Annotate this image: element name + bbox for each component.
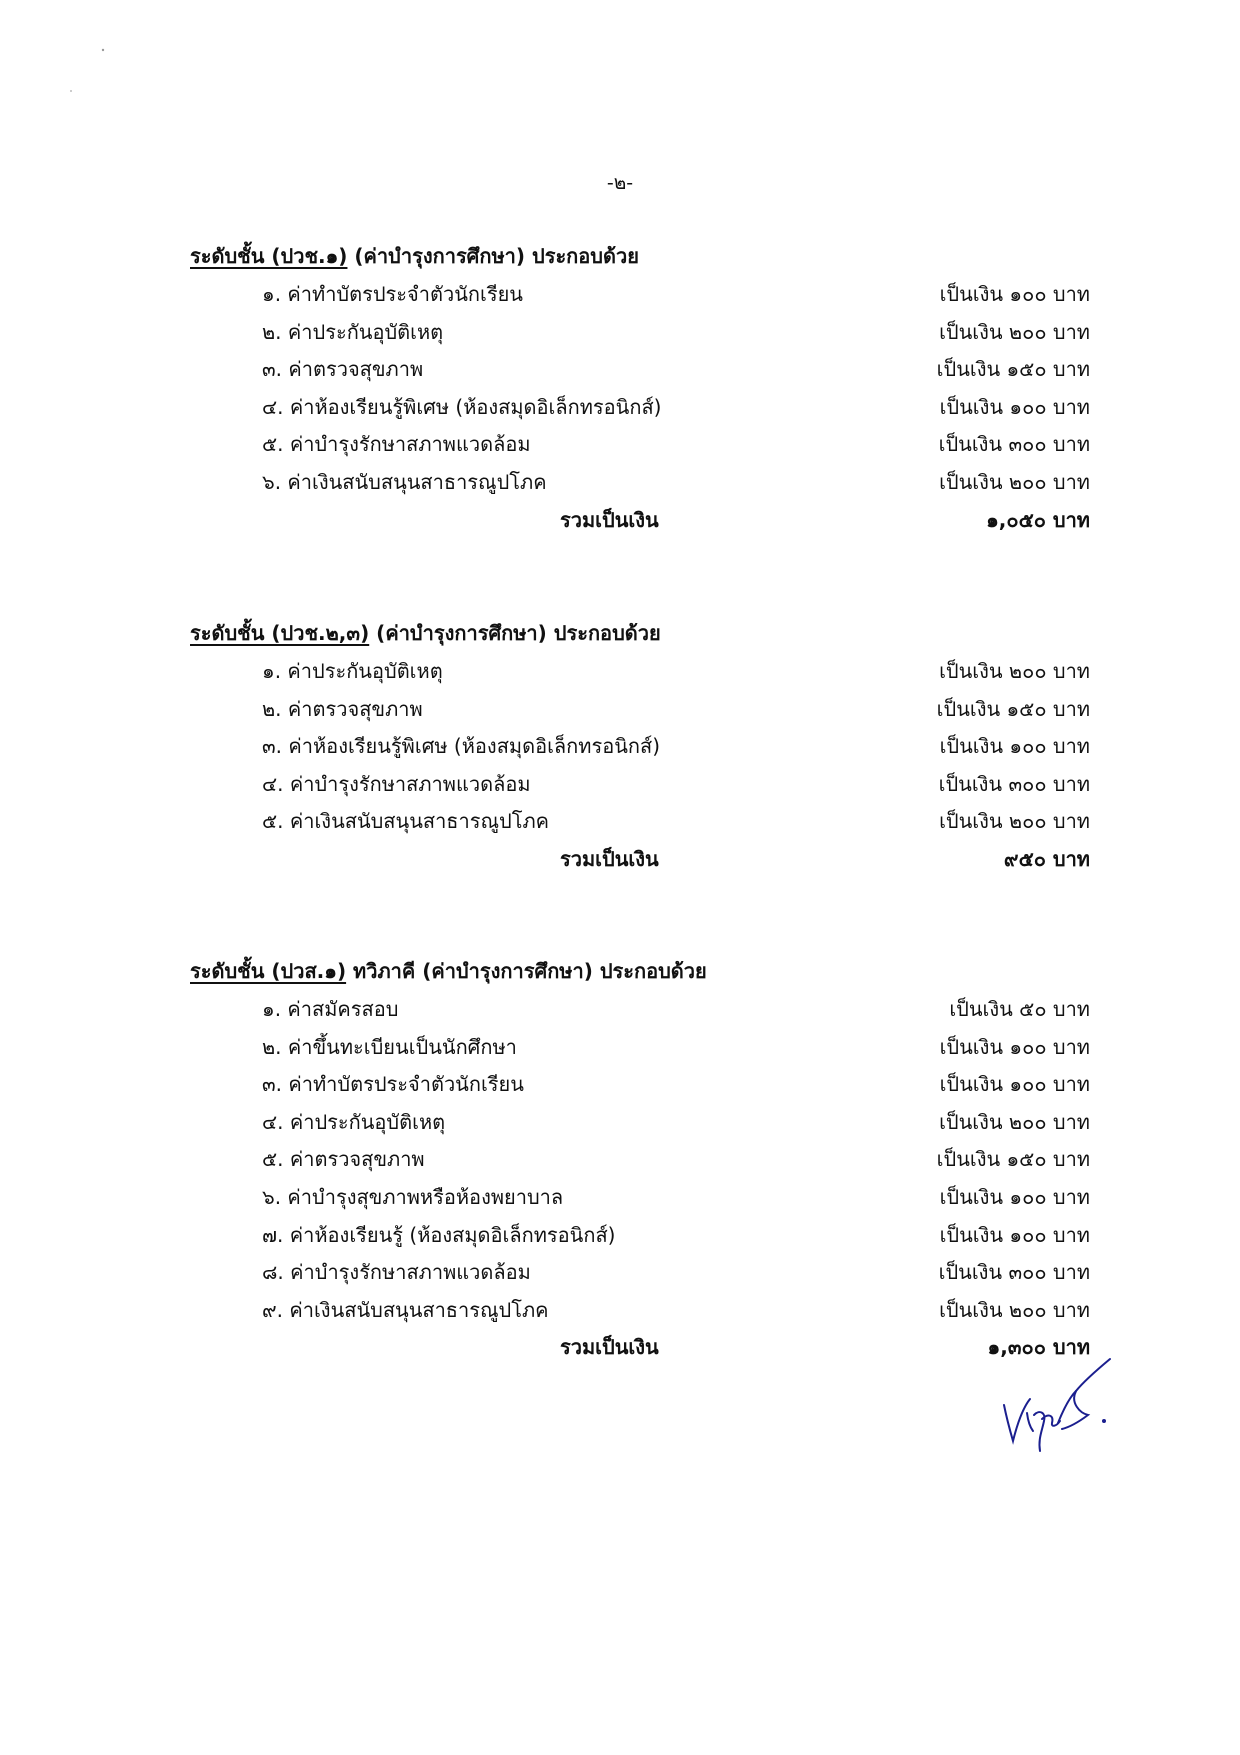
fee-section-pvs1 <box>190 955 1090 1369</box>
section-title <box>190 240 1090 278</box>
fee-item-amount: เป็นเงิน ๑๐๐ บาท <box>939 394 1090 419</box>
fee-row <box>190 391 1090 429</box>
fee-item-amount: เป็นเงิน ๓๐๐ บาท <box>938 771 1090 796</box>
fee-item-amount: เป็นเงิน ๒๐๐ บาท <box>939 1297 1090 1322</box>
fee-row <box>190 693 1090 731</box>
fee-item-name: ๓. ค่าตรวจสุขภาพ <box>262 357 424 382</box>
fee-item-name: ๔. ค่าประกันอุบัติเหตุ <box>262 1109 446 1134</box>
fee-item-amount: เป็นเงิน ๒๐๐ บาท <box>939 659 1090 683</box>
fee-item-name: ๔. ค่าห้องเรียนรู้พิเศษ (ห้องสมุดอิเล็กทรอนิกส์) <box>262 394 662 419</box>
page-number: -๒- <box>606 172 634 194</box>
fee-section-pvc1 <box>190 240 1090 541</box>
total-row <box>190 1331 1090 1369</box>
fee-item-name: ๔. ค่าบำรุงรักษาสภาพแวดล้อม <box>262 771 531 796</box>
fee-item-name: ๕. ค่าบำรุงรักษาสภาพแวดล้อม <box>262 432 531 457</box>
fee-row <box>190 768 1090 806</box>
fee-item-name: ๖. ค่าเงินสนับสนุนสาธารณูปโภค <box>262 469 547 494</box>
fee-item-name: ๒. ค่าขึ้นทะเบียนเป็นนักศึกษา <box>262 1034 517 1059</box>
total-label: รวมเป็นเงิน <box>560 1335 659 1360</box>
fee-row <box>190 1219 1090 1257</box>
fee-row <box>190 1294 1090 1332</box>
fee-item-amount: เป็นเงิน ๑๐๐ บาท <box>939 282 1090 306</box>
fee-row <box>190 730 1090 768</box>
section-level: ระดับชั้น (ปวส.๑) <box>190 959 347 983</box>
fee-row <box>190 655 1090 693</box>
fee-item-amount: เป็นเงิน ๑๐๐ บาท <box>939 1184 1090 1209</box>
fee-item-name: ๑. ค่าทำบัตรประจำตัวนักเรียน <box>262 282 523 306</box>
fee-item-name: ๙. ค่าเงินสนับสนุนสาธารณูปโภค <box>262 1297 549 1322</box>
fee-item-name: ๑. ค่าสมัครสอบ <box>262 997 399 1021</box>
fee-item-amount: เป็นเงิน ๓๐๐ บาท <box>938 1260 1090 1285</box>
fee-row <box>190 316 1090 354</box>
fee-item-name: ๑. ค่าประกันอุบัติเหตุ <box>262 659 443 683</box>
total-row <box>190 843 1090 881</box>
fee-row <box>190 1068 1090 1106</box>
fee-item-amount: เป็นเงิน ๑๐๐ บาท <box>939 1072 1090 1097</box>
fee-row <box>190 805 1090 843</box>
fee-row <box>190 1106 1090 1144</box>
fee-item-name: ๕. ค่าเงินสนับสนุนสาธารณูปโภค <box>262 809 550 834</box>
total-label: รวมเป็นเงิน <box>560 507 659 532</box>
fee-row <box>190 466 1090 504</box>
fee-row <box>190 278 1090 316</box>
fee-row <box>190 1256 1090 1294</box>
total-amount: ๑,๓๐๐ บาท <box>987 1335 1090 1360</box>
fee-item-amount: เป็นเงิน ๒๐๐ บาท <box>939 809 1090 834</box>
fee-item-amount: เป็นเงิน ๑๕๐ บาท <box>936 357 1090 382</box>
fee-item-amount: เป็นเงิน ๓๐๐ บาท <box>938 432 1090 457</box>
fee-item-amount: เป็นเงิน ๒๐๐ บาท <box>939 469 1090 494</box>
fee-row <box>190 1031 1090 1069</box>
section-description: (ค่าบำรุงการศึกษา) ประกอบด้วย <box>369 621 661 645</box>
total-amount: ๑,๐๕๐ บาท <box>986 507 1090 532</box>
total-label: รวมเป็นเงิน <box>560 846 659 871</box>
fee-item-amount: เป็นเงิน ๑๕๐ บาท <box>936 696 1090 721</box>
fee-item-name: ๖. ค่าบำรุงสุขภาพหรือห้องพยาบาล <box>262 1184 564 1209</box>
fee-row <box>190 428 1090 466</box>
fee-item-name: ๗. ค่าห้องเรียนรู้ (ห้องสมุดอิเล็กทรอนิกส์) <box>262 1222 616 1247</box>
fee-item-name: ๒. ค่าประกันอุบัติเหตุ <box>262 319 444 344</box>
section-description: (ค่าบำรุงการศึกษา) ประกอบด้วย <box>347 244 639 268</box>
total-amount: ๙๕๐ บาท <box>1003 846 1090 871</box>
fee-item-amount: เป็นเงิน ๑๕๐ บาท <box>936 1147 1090 1172</box>
fee-item-name: ๓. ค่าทำบัตรประจำตัวนักเรียน <box>262 1072 524 1097</box>
fee-row <box>190 993 1090 1031</box>
fee-item-name: ๕. ค่าตรวจสุขภาพ <box>262 1147 425 1172</box>
handwritten-signature-icon <box>1000 1355 1120 1455</box>
section-level: ระดับชั้น (ปวช.๑) <box>190 244 348 268</box>
scan-speck-icon <box>0 0 120 120</box>
fee-item-amount: เป็นเงิน ๒๐๐ บาท <box>939 319 1090 344</box>
total-row <box>190 504 1090 542</box>
fee-item-name: ๓. ค่าห้องเรียนรู้พิเศษ (ห้องสมุดอิเล็กทรอนิกส์) <box>262 734 661 759</box>
fee-row <box>190 1143 1090 1181</box>
fee-item-amount: เป็นเงิน ๑๐๐ บาท <box>939 1222 1090 1247</box>
section-title <box>190 617 1090 655</box>
fee-item-amount: เป็นเงิน ๕๐ บาท <box>949 997 1090 1021</box>
fee-item-name: ๘. ค่าบำรุงรักษาสภาพแวดล้อม <box>262 1260 531 1285</box>
section-title <box>190 955 1090 993</box>
fee-item-amount: เป็นเงิน ๑๐๐ บาท <box>939 1034 1090 1059</box>
fee-item-amount: เป็นเงิน ๒๐๐ บาท <box>939 1109 1090 1134</box>
section-level: ระดับชั้น (ปวช.๒,๓) <box>190 621 370 645</box>
fee-row <box>190 353 1090 391</box>
fee-row <box>190 1181 1090 1219</box>
fee-item-amount: เป็นเงิน ๑๐๐ บาท <box>939 734 1090 759</box>
fee-section-pvc2-3 <box>190 617 1090 881</box>
fee-item-name: ๒. ค่าตรวจสุขภาพ <box>262 696 423 721</box>
section-description: ทวิภาคี (ค่าบำรุงการศึกษา) ประกอบด้วย <box>346 959 707 983</box>
